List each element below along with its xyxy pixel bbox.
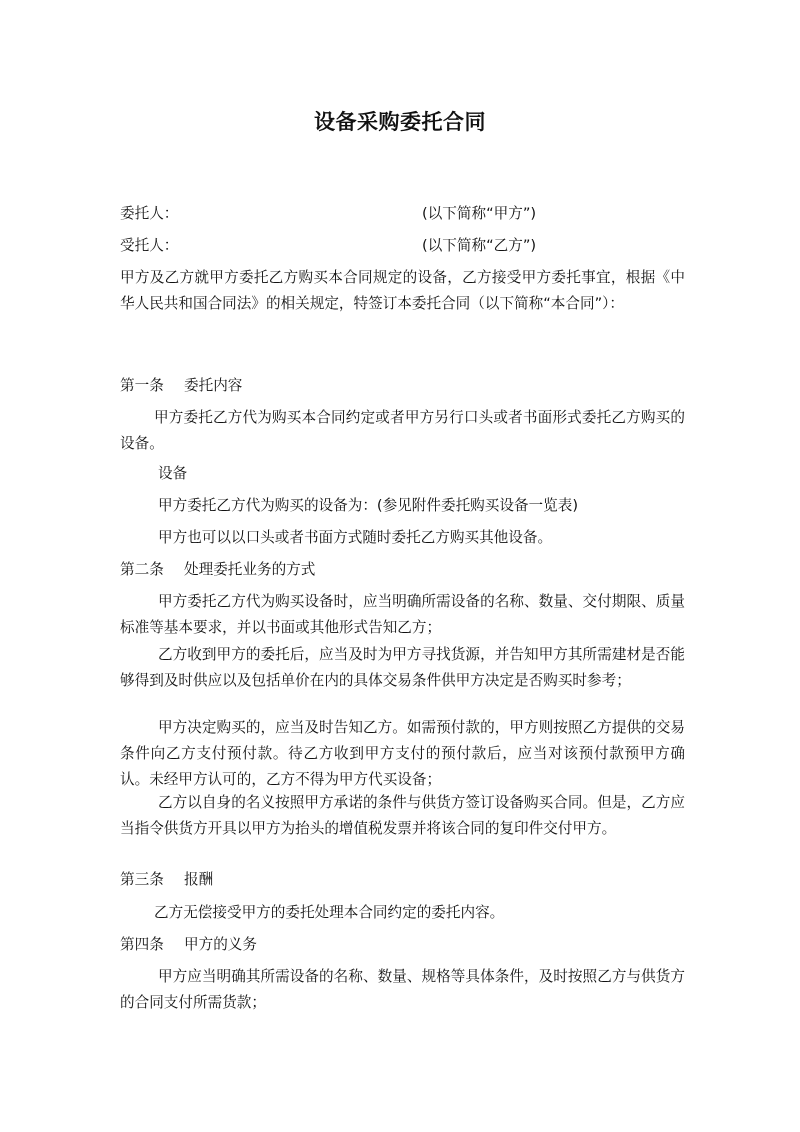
article-1-title: 委托内容 (184, 377, 243, 394)
article-3-heading (120, 867, 685, 893)
article-4-label: 第四条 (120, 936, 164, 953)
article-2-heading (120, 557, 685, 583)
principal-note: (以下简称“甲方”) (422, 205, 537, 222)
article-1-paragraph-3: 甲方委托乙方代为购买的设备为：(参见附件委托购买设备一览表) (158, 497, 579, 514)
article-4-paragraph-1: 甲方应当明确其所需设备的名称、数量、规格等具体条件，及时按照乙方与供货方的合同支付所需货款； (120, 968, 685, 1011)
principal-label: 委托人： (120, 205, 179, 222)
article-2-label: 第二条 (120, 561, 164, 578)
article-2-paragraph-1: 甲方委托乙方代为购买设备时，应当明确所需设备的名称、数量、交付期限、质量标准等基本要求，并以书面或其他形式告知乙方； (120, 593, 685, 636)
article-3-label: 第三条 (120, 871, 164, 888)
article-4-title: 甲方的义务 (184, 936, 257, 953)
document-title: 设备采购委托合同 (314, 110, 486, 134)
article-2-paragraph-4: 乙方以自身的名义按照甲方承诺的条件与供货方签订设备购买合同。但是，乙方应当指令供货方开具以甲方为抬头的增值税发票并将该合同的复印件交付甲方。 (120, 794, 685, 837)
article-1-paragraph-2: 设备 (158, 465, 188, 482)
article-1-heading (120, 373, 685, 399)
article-1-paragraph-4: 甲方也可以以口头或者书面方式随时委托乙方购买其他设备。 (158, 529, 553, 546)
article-1-label: 第一条 (120, 377, 164, 394)
article-1-paragraph-1: 甲方委托乙方代为购买本合同约定或者甲方另行口头或者书面形式委托乙方购买的设备。 (120, 409, 685, 452)
intro-paragraph: 甲方及乙方就甲方委托乙方购买本合同规定的设备，乙方接受甲方委托事宜，根据《中华人民共和国合同法》的相关规定，特签订本委托合同（以下简称“本合同”）： (120, 269, 685, 312)
agent-label: 受托人： (120, 237, 179, 254)
article-3-paragraph-1: 乙方无偿接受甲方的委托处理本合同约定的委托内容。 (154, 904, 505, 921)
article-2-title: 处理委托业务的方式 (184, 561, 316, 578)
article-2-paragraph-3: 甲方决定购买的，应当及时告知乙方。如需预付款的，甲方则按照乙方提供的交易条件向乙方支付预付款。待乙方收到甲方支付的预付款后，应当对该预付款预甲方确认。未经甲方认可的，乙方不得为甲方代买设备； (120, 719, 685, 788)
article-4-heading (120, 932, 685, 958)
agent-note: (以下简称“乙方”) (422, 237, 537, 254)
principal-line (120, 201, 685, 227)
agent-line (120, 233, 685, 259)
article-2-paragraph-2: 乙方收到甲方的委托后，应当及时为甲方寻找货源，并告知甲方其所需建材是否能够得到及时供应以及包括单价在内的具体交易条件供甲方决定是否购买时参考； (120, 646, 685, 689)
article-3-title: 报酬 (184, 871, 214, 888)
